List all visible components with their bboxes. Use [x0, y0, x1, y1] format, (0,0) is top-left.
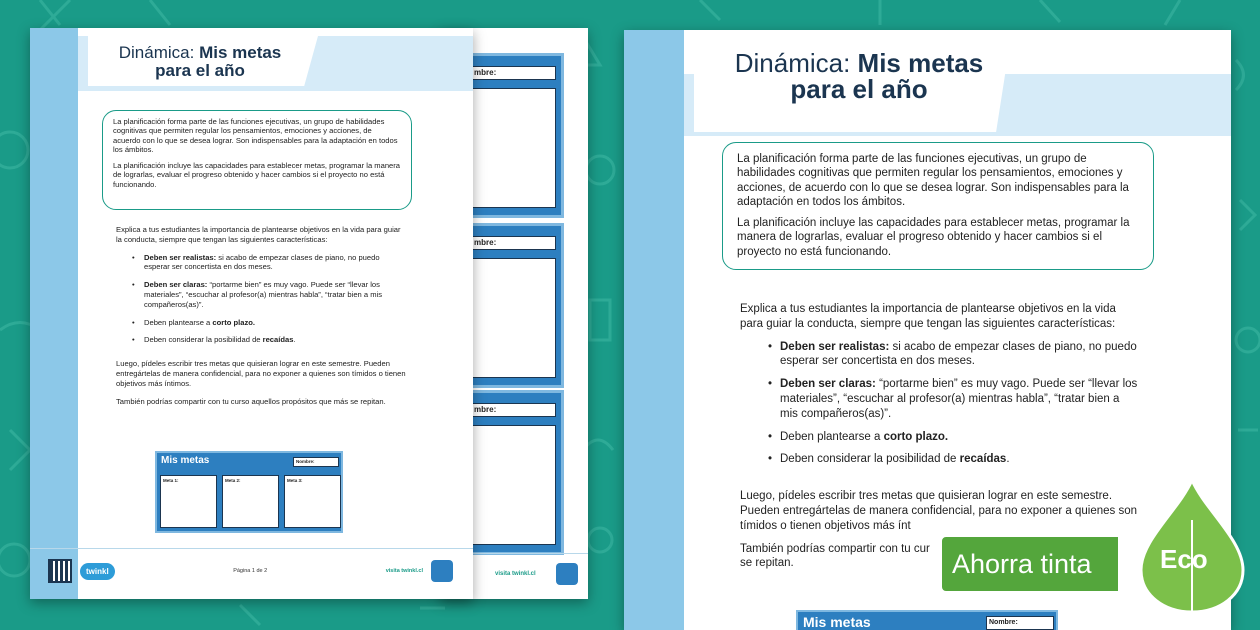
paragraph-compartir-line-1: También podrías compartir con tu cur: [740, 542, 930, 555]
worksheet-box: [471, 88, 556, 208]
worksheet-box: [471, 258, 556, 378]
bullet-recaidas: • Deben considerar la posibilidad de recaídas.: [780, 452, 1140, 467]
body-text: [116, 225, 406, 414]
worksheet-title: Mis metas: [803, 614, 871, 630]
twinkl-badge-icon: [431, 560, 453, 582]
worksheet-frame-3: [462, 390, 564, 555]
worksheet-meta-box-1: Meta 1:: [160, 475, 217, 528]
footer-page-number: Página 1 de 2: [233, 568, 268, 574]
bullet-recaidas: • Deben considerar la posibilidad de recaídas.: [144, 335, 406, 345]
worksheet-name-field: Nombre:: [986, 616, 1054, 630]
worksheet-meta-box-3: Meta 3:: [284, 475, 341, 528]
explain-paragraph: Explica a tus estudiantes la importancia de plantearse objetivos en la vida para guiar la conducta, siempre que tengan las siguientes características:: [116, 225, 401, 244]
worksheet-name-field: mbre:: [471, 236, 556, 250]
worksheet-name-field: Nombre:: [293, 457, 339, 467]
footer-visit-link[interactable]: visita twinkl.cl: [385, 568, 423, 574]
paragraph-compartir: También podrías compartir con tu curso aquellos propósitos que más se repitan.: [116, 396, 386, 406]
eco-label: Eco: [1160, 544, 1208, 574]
paragraph-luego: Luego, pídeles escribir tres metas que quisieran lograr en este semestre. Pueden entregártelas de manera confidencial, para no exponer a quienes son tímidos o tienen objetivos más íntimos.: [116, 359, 406, 388]
bullet-claras: • Deben ser claras: “portarme bien” es muy vago. Puede ser “llevar los materiales”, “escuchar al profesor(a) mientras habla”, “tratar bien a mis compañeros(as)”.: [780, 377, 1140, 421]
worksheet-meta-box-2: Meta 2:: [222, 475, 279, 528]
worksheet-frame-1: [462, 53, 564, 218]
intro-box: [722, 142, 1154, 270]
twinkl-badge-icon: [556, 563, 578, 585]
worksheet-preview: [796, 610, 1058, 630]
intro-box: [102, 110, 412, 210]
eco-badge-text: Ahorra tinta: [952, 548, 1092, 579]
twinkl-logo: twinkl: [80, 563, 115, 580]
intro-paragraph-2: La planificación incluye las capacidades para establecer metas, programar la manera de lograrlas, evaluar el progreso obtenido y hacer cambios si el proyecto no está funcionando.: [113, 161, 401, 189]
worksheet-preview: [155, 451, 343, 533]
page-footer: [30, 548, 473, 593]
side-bar: [624, 30, 684, 630]
worksheet-name-field: mbre:: [471, 66, 556, 80]
bullet-corto-plazo: • Deben plantearse a corto plazo.: [144, 318, 406, 328]
worksheet-name-field: mbre:: [471, 403, 556, 417]
worksheet-box: [471, 425, 556, 545]
footer-visit-link[interactable]: visita twinkl.cl: [495, 570, 536, 577]
bullet-realistas: • Deben ser realistas: si acabo de empezar clases de piano, no puedo esperar ser concertista en dos meses.: [780, 340, 1140, 370]
qr-code-icon: [48, 559, 72, 583]
page-title: Dinámica: Mis metas para el año: [734, 48, 984, 104]
intro-paragraph-1: La planificación forma parte de las funciones ejecutivas, un grupo de habilidades cognitivas que permiten regular los pensamientos, emociones y acciones, de acuerdo con lo que se desea lograr. Son indispensables para la adaptación en todos los ámbitos.: [737, 153, 1129, 208]
paragraph-compartir-line-2: se repitan.: [740, 557, 794, 570]
eco-badge: [940, 535, 1120, 593]
bullet-claras: • Deben ser claras: “portarme bien” es muy vago. Puede ser “llevar los materiales”, “escuchar al profesor(a) mientras habla”, “tratar bien a mis compañeros(as)”.: [144, 280, 406, 309]
page-title: Dinámica: Mis metas para el año: [118, 43, 282, 81]
worksheet-title: Mis metas: [161, 455, 210, 466]
paragraph-luego: Luego, pídeles escribir tres metas que quisieran lograr en este semestre. Pueden entregártelas de manera confidencial, para no exponer a quienes son tímidos o tienen objetivos más ínt: [740, 490, 1138, 532]
intro-paragraph-1: La planificación forma parte de las funciones ejecutivas, un grupo de habilidades cognitivas que permiten regular los pensamientos, emociones y acciones, de acuerdo con lo que se desea lograr. Son indispensables para la adaptación en todos los ámbitos.: [113, 117, 398, 154]
bullet-realistas: • Deben ser realistas: si acabo de empezar clases de piano, no puedo esperar ser concertista en dos meses.: [144, 253, 406, 273]
small-document-page: [30, 28, 473, 599]
intro-paragraph-2: La planificación incluye las capacidades para establecer metas, programar la manera de lograrlas, evaluar el progreso obtenido y hacer cambios si el proyecto no está funcionando.: [737, 217, 1130, 258]
worksheet-frame-2: [462, 223, 564, 388]
bullet-corto-plazo: • Deben plantearse a corto plazo.: [780, 430, 1140, 445]
side-bar: [30, 28, 78, 599]
explain-paragraph: Explica a tus estudiantes la importancia de plantearse objetivos en la vida para guiar la conducta, siempre que tengan las siguientes características:: [740, 303, 1116, 330]
